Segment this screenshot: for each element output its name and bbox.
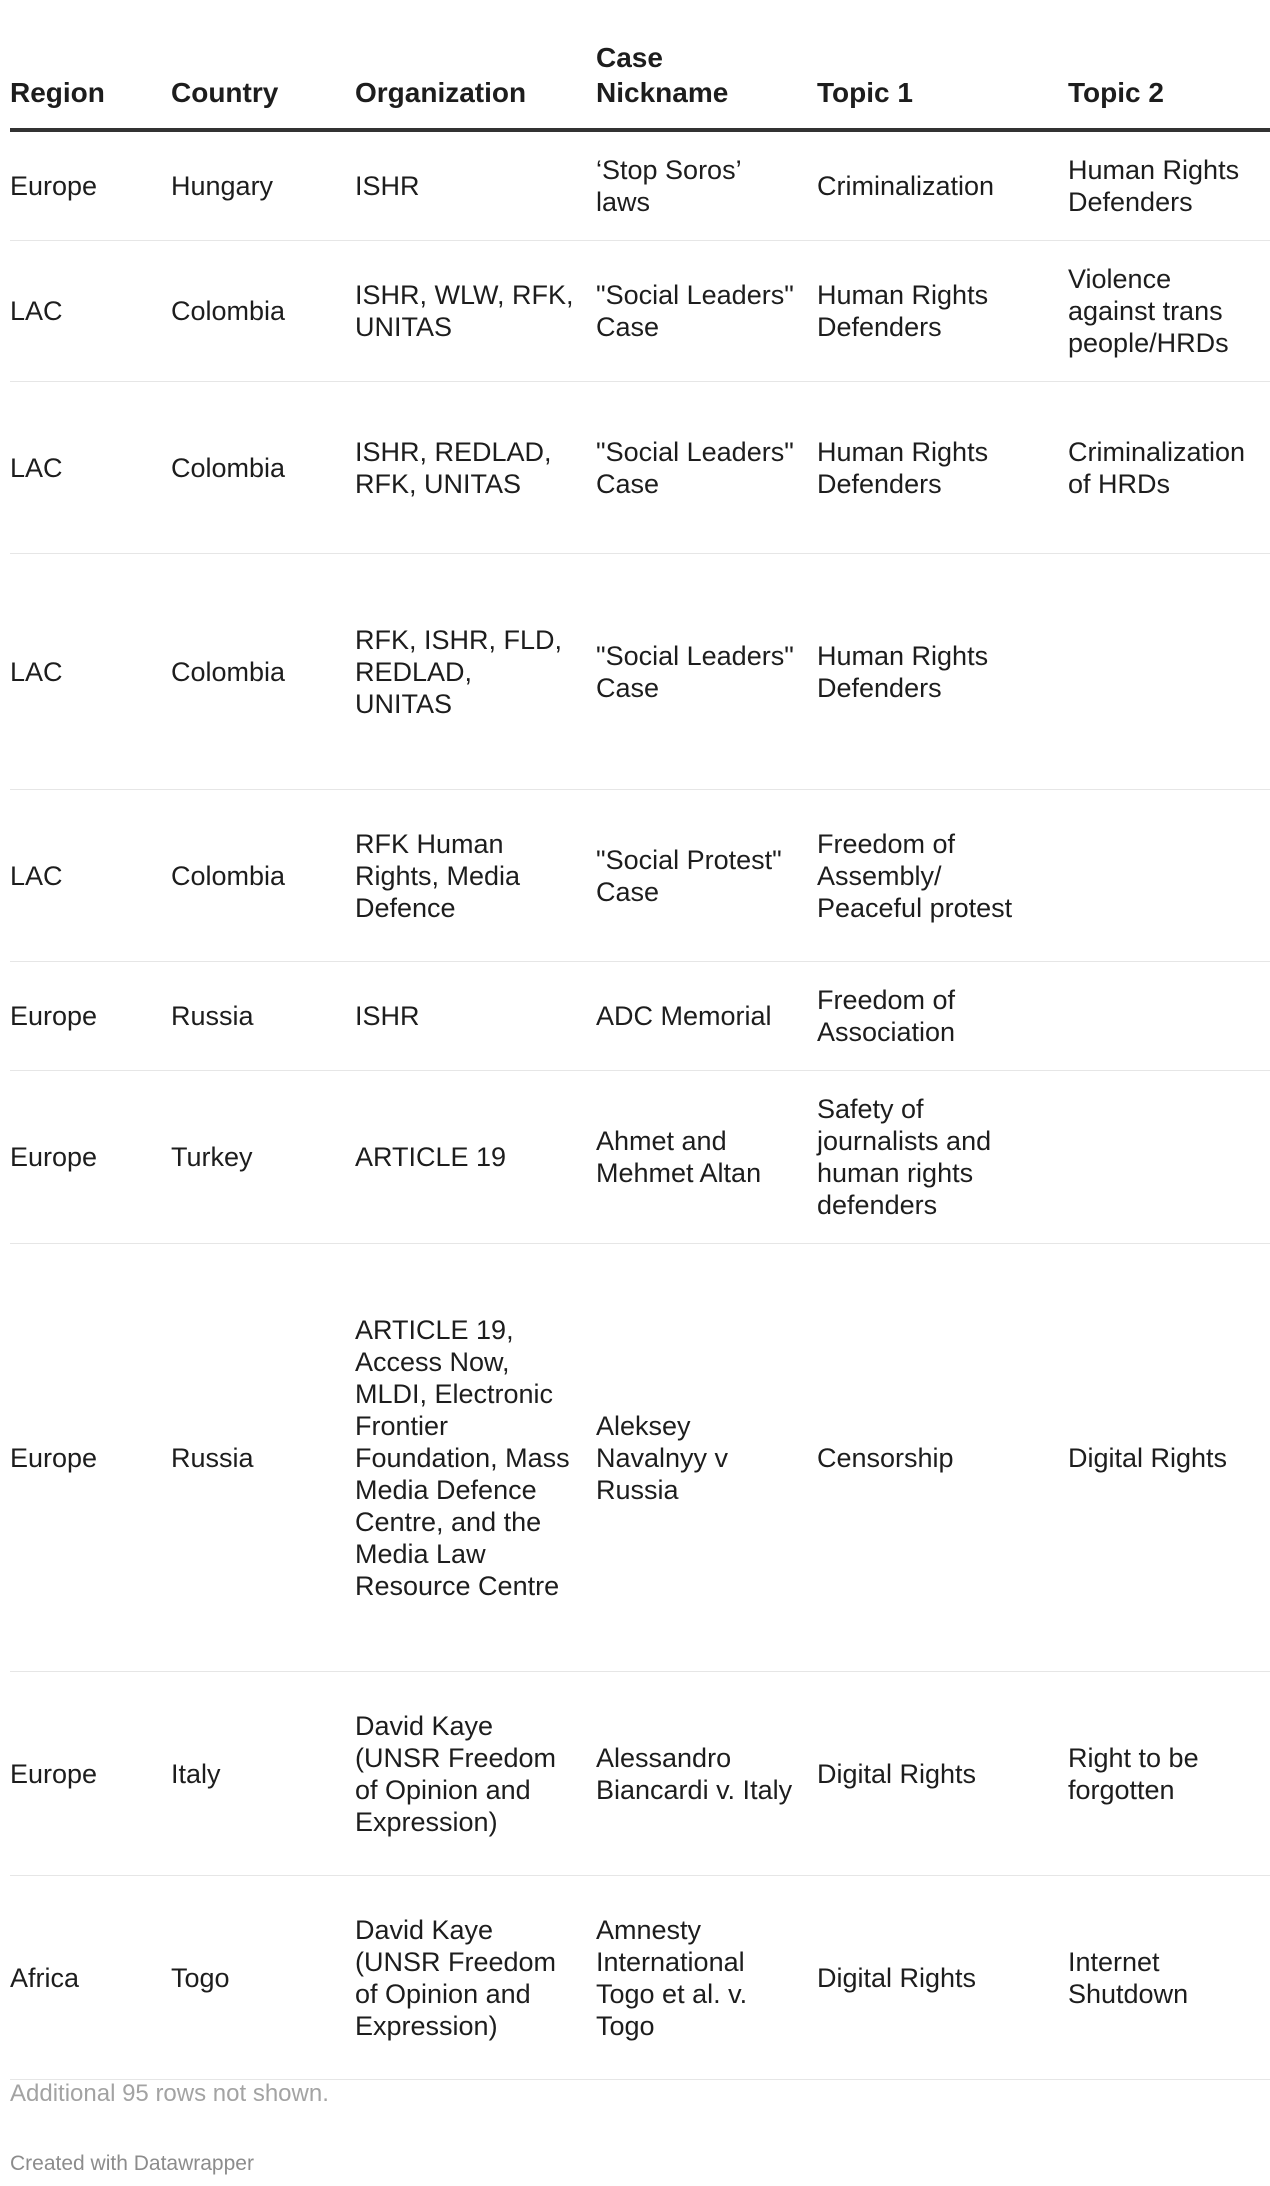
cell-country: Colombia <box>171 382 355 554</box>
cell-topic-2: Violence against trans people/HRDs <box>1068 241 1270 382</box>
table-row <box>10 1672 1270 1876</box>
cell-region: Europe <box>10 1071 171 1244</box>
header-row <box>10 40 1270 130</box>
cell-topic-2: Internet Shutdown <box>1068 1876 1270 2080</box>
table-row <box>10 130 1270 241</box>
cell-case-nickname: "Social Leaders" Case <box>596 382 817 554</box>
cell-organization: ISHR <box>355 962 596 1071</box>
table-row <box>10 241 1270 382</box>
cell-topic-2: Right to be forgotten <box>1068 1672 1270 1876</box>
cell-case-nickname: "Social Leaders" Case <box>596 554 817 790</box>
cell-organization: RFK, ISHR, FLD, REDLAD, UNITAS <box>355 554 596 790</box>
cell-case-nickname: Amnesty International Togo et al. v. Togo <box>596 1876 817 2080</box>
cell-topic-1: Freedom of Association <box>817 962 1068 1071</box>
cell-country: Hungary <box>171 130 355 241</box>
table-row <box>10 1071 1270 1244</box>
cell-region: LAC <box>10 554 171 790</box>
cell-case-nickname: "Social Protest" Case <box>596 790 817 962</box>
cell-case-nickname: "Social Leaders" Case <box>596 241 817 382</box>
cell-topic-1: Human Rights Defenders <box>817 241 1068 382</box>
table-notes: Additional 95 rows not shown. <box>10 2080 329 2107</box>
cell-case-nickname: ‘Stop Soros’ laws <box>596 130 817 241</box>
cell-country: Russia <box>171 962 355 1071</box>
table-row <box>10 790 1270 962</box>
cell-country: Colombia <box>171 790 355 962</box>
cell-topic-1: Criminalization <box>817 130 1068 241</box>
table-row <box>10 1244 1270 1672</box>
header-organization[interactable]: Organization <box>355 40 596 130</box>
table-row <box>10 1876 1270 2080</box>
cell-topic-2: Human Rights Defenders <box>1068 130 1270 241</box>
cell-region: Africa <box>10 1876 171 2080</box>
cell-topic-1: Freedom of Assembly/ Peaceful protest <box>817 790 1068 962</box>
cell-topic-2 <box>1068 1071 1270 1244</box>
cell-organization: ISHR, WLW, RFK, UNITAS <box>355 241 596 382</box>
cell-country: Colombia <box>171 241 355 382</box>
table-row <box>10 554 1270 790</box>
data-table-container <box>10 40 1246 2080</box>
cell-region: LAC <box>10 241 171 382</box>
cell-topic-1: Digital Rights <box>817 1672 1068 1876</box>
cell-organization: David Kaye (UNSR Freedom of Opinion and Expression) <box>355 1672 596 1876</box>
cell-region: LAC <box>10 382 171 554</box>
cell-country: Colombia <box>171 554 355 790</box>
cell-region: Europe <box>10 1672 171 1876</box>
cell-topic-1: Safety of journalists and human rights defenders <box>817 1071 1068 1244</box>
header-topic-1[interactable]: Topic 1 <box>817 40 1068 130</box>
cell-topic-1: Digital Rights <box>817 1876 1068 2080</box>
cell-region: Europe <box>10 962 171 1071</box>
cell-country: Togo <box>171 1876 355 2080</box>
table-row <box>10 962 1270 1071</box>
datawrapper-byline[interactable]: Created with Datawrapper <box>10 2152 254 2175</box>
cell-region: Europe <box>10 1244 171 1672</box>
cell-region: Europe <box>10 130 171 241</box>
cell-case-nickname: Ahmet and Mehmet Altan <box>596 1071 817 1244</box>
cell-organization: ARTICLE 19 <box>355 1071 596 1244</box>
cell-topic-1: Human Rights Defenders <box>817 554 1068 790</box>
cell-region: LAC <box>10 790 171 962</box>
header-country[interactable]: Country <box>171 40 355 130</box>
cell-organization: ISHR, REDLAD, RFK, UNITAS <box>355 382 596 554</box>
cases-table <box>10 40 1270 2080</box>
cell-case-nickname: ADC Memorial <box>596 962 817 1071</box>
cell-country: Russia <box>171 1244 355 1672</box>
cell-topic-2 <box>1068 962 1270 1071</box>
cell-topic-2: Criminalization of HRDs <box>1068 382 1270 554</box>
header-topic-2[interactable]: Topic 2 <box>1068 40 1270 130</box>
cell-country: Turkey <box>171 1071 355 1244</box>
header-case-nickname[interactable]: Case Nickname <box>596 40 817 130</box>
cell-topic-2 <box>1068 790 1270 962</box>
cell-case-nickname: Aleksey Navalnyy v Russia <box>596 1244 817 1672</box>
cell-organization: ARTICLE 19, Access Now, MLDI, Electronic Frontier Foundation, Mass Media Defence Centre, and the Media Law Resource Centre <box>355 1244 596 1672</box>
cell-topic-1: Human Rights Defenders <box>817 382 1068 554</box>
cell-topic-2: Digital Rights <box>1068 1244 1270 1672</box>
cell-topic-1: Censorship <box>817 1244 1068 1672</box>
cell-topic-2 <box>1068 554 1270 790</box>
cell-country: Italy <box>171 1672 355 1876</box>
header-region[interactable]: Region <box>10 40 171 130</box>
cell-organization: ISHR <box>355 130 596 241</box>
cell-case-nickname: Alessandro Biancardi v. Italy <box>596 1672 817 1876</box>
table-row <box>10 382 1270 554</box>
cell-organization: RFK Human Rights, Media Defence <box>355 790 596 962</box>
cell-organization: David Kaye (UNSR Freedom of Opinion and Expression) <box>355 1876 596 2080</box>
